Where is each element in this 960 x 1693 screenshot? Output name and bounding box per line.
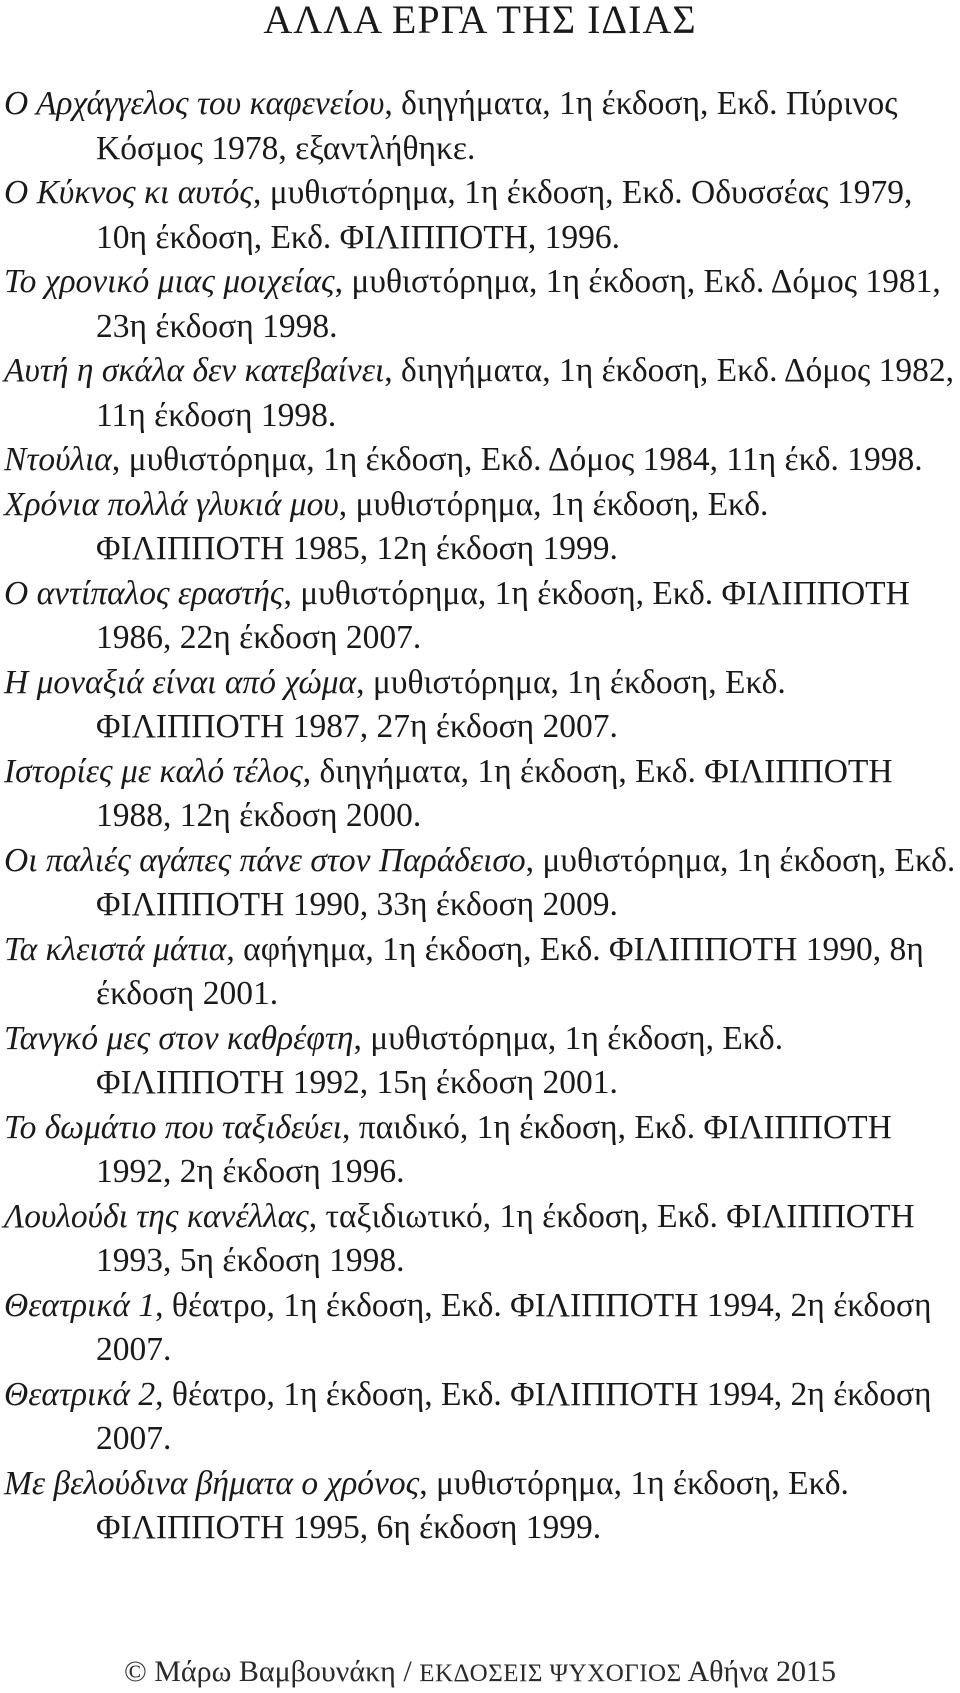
work-details: , διηγήματα, 1η έκδοση, Εκδ. Πύρινος Κόσμος 1978, εξαντλήθηκε. <box>96 85 898 167</box>
work-item <box>4 928 956 1017</box>
work-details: , διηγήματα, 1η έκδοση, Εκδ. ΦΙΛΙΠΠΟΤΗ 1988, 12η έκδοση 2000. <box>96 752 893 834</box>
work-details: , διηγήματα, 1η έκδοση, Εκδ. Δόμος 1982, 11η έκδοση 1998. <box>96 352 954 434</box>
work-title: Η μοναξιά είναι από χώμα <box>4 663 357 701</box>
work-item <box>4 839 956 928</box>
work-title: Οι παλιές αγάπες πάνε στον Παράδεισο <box>4 841 526 879</box>
work-details: , θέατρο, 1η έκδοση, Εκδ. ΦΙΛΙΠΠΟΤΗ 1994, 2η έκδοση 2007. <box>96 1286 932 1368</box>
work-title: Ντούλια <box>4 441 112 478</box>
work-item <box>4 171 956 260</box>
work-title: Ιστορίες με καλό τέλος <box>4 752 303 790</box>
work-item <box>4 1284 956 1373</box>
work-item <box>4 572 956 661</box>
work-title: Αυτή η σκάλα δεν κατεβαίνει <box>4 352 385 389</box>
work-title: Χρόνια πολλά γλυκιά μου <box>4 485 339 523</box>
page-title: ΑΛΛΑ ΕΡΓΑ ΤΗΣ ΙΔΙΑΣ <box>263 0 697 42</box>
work-item <box>4 1106 956 1195</box>
work-details: , θέατρο, 1η έκδοση, Εκδ. ΦΙΛΙΠΠΟΤΗ 1994, 2η έκδοση 2007. <box>96 1375 932 1457</box>
work-title: Με βελούδινα βήματα ο χρόνος <box>4 1464 420 1502</box>
work-details: , αφήγημα, 1η έκδοση, Εκδ. ΦΙΛΙΠΠΟΤΗ 1990, 8η έκδοση 2001. <box>96 930 924 1012</box>
work-title: Ο Αρχάγγελος του καφενείου <box>4 85 385 122</box>
work-details: , μυθιστόρημα, 1η έκδοση, Εκδ. ΦΙΛΙΠΠΟΤΗ 1992, 15η έκδοση 2001. <box>96 1019 784 1101</box>
work-details: , μυθιστόρημα, 1η έκδοση, Εκδ. ΦΙΛΙΠΠΟΤΗ 1987, 27η έκδοση 2007. <box>96 663 786 745</box>
work-item <box>4 1017 956 1106</box>
work-title: Θεατρικά 2 <box>4 1375 156 1413</box>
work-item <box>4 438 956 483</box>
work-title: Τα κλειστά μάτια <box>4 930 227 968</box>
work-details: , παιδικό, 1η έκδοση, Εκδ. ΦΙΛΙΠΠΟΤΗ 1992, 2η έκδοση 1996. <box>96 1108 892 1190</box>
work-item <box>4 349 956 438</box>
copyright-footer <box>0 1655 960 1691</box>
work-details: , μυθιστόρημα, 1η έκδοση, Εκδ. ΦΙΛΙΠΠΟΤΗ 1985, 12η έκδοση 1999. <box>96 485 769 567</box>
work-item <box>4 1195 956 1284</box>
footer-place-year: Αθήνα 2015 <box>681 1655 837 1688</box>
works-list <box>4 82 956 1551</box>
work-title: Το χρονικό μιας μοιχείας <box>4 263 335 300</box>
work-title: Ο Κύκνος κι αυτός <box>4 174 254 211</box>
work-details: , μυθιστόρημα, 1η έκδοση, Εκδ. Δόμος 1984, 11η έκδ. 1998. <box>111 441 923 478</box>
work-details: , μυθιστόρημα, 1η έκδοση, Εκδ. Δόμος 1981, 23η έκδοση 1998. <box>96 263 941 345</box>
work-details: , μυθιστόρημα, 1η έκδοση, Εκδ. ΦΙΛΙΠΠΟΤΗ 1990, 33η έκδοση 2009. <box>96 841 956 923</box>
work-item <box>4 661 956 750</box>
work-details: , μυθιστόρημα, 1η έκδοση, Εκδ. Οδυσσέας 1979, 10η έκδοση, Εκδ. ΦΙΛΙΠΠΟΤΗ, 1996. <box>96 174 913 256</box>
work-title: Τανγκό μες στον καθρέφτη <box>4 1019 354 1057</box>
work-item <box>4 750 956 839</box>
work-item <box>4 82 956 171</box>
footer-author: © Μάρω Βαμβουνάκη / <box>123 1655 420 1688</box>
work-title: Λουλούδι της κανέλλας <box>4 1197 309 1235</box>
work-title: Το δωμάτιο που ταξιδεύει <box>4 1108 342 1146</box>
work-title: Θεατρικά 1 <box>4 1286 156 1324</box>
footer-publisher: ΕΚΔΟΣΕΙΣ ΨΥΧΟΓΙΟΣ <box>419 1660 682 1687</box>
work-details: , μυθιστόρημα, 1η έκδοση, Εκδ. ΦΙΛΙΠΠΟΤΗ 1995, 6η έκδοση 1999. <box>96 1464 849 1546</box>
work-details: , μυθιστόρημα, 1η έκδοση, Εκδ. ΦΙΛΙΠΠΟΤΗ 1986, 22η έκδοση 2007. <box>96 574 910 656</box>
work-details: , ταξιδιωτικό, 1η έκδοση, Εκδ. ΦΙΛΙΠΠΟΤΗ 1993, 5η έκδοση 1998. <box>96 1197 915 1279</box>
work-item <box>4 260 956 349</box>
work-item <box>4 1373 956 1462</box>
work-item <box>4 1462 956 1551</box>
work-item <box>4 483 956 572</box>
work-title: Ο αντίπαλος εραστής <box>4 574 284 612</box>
